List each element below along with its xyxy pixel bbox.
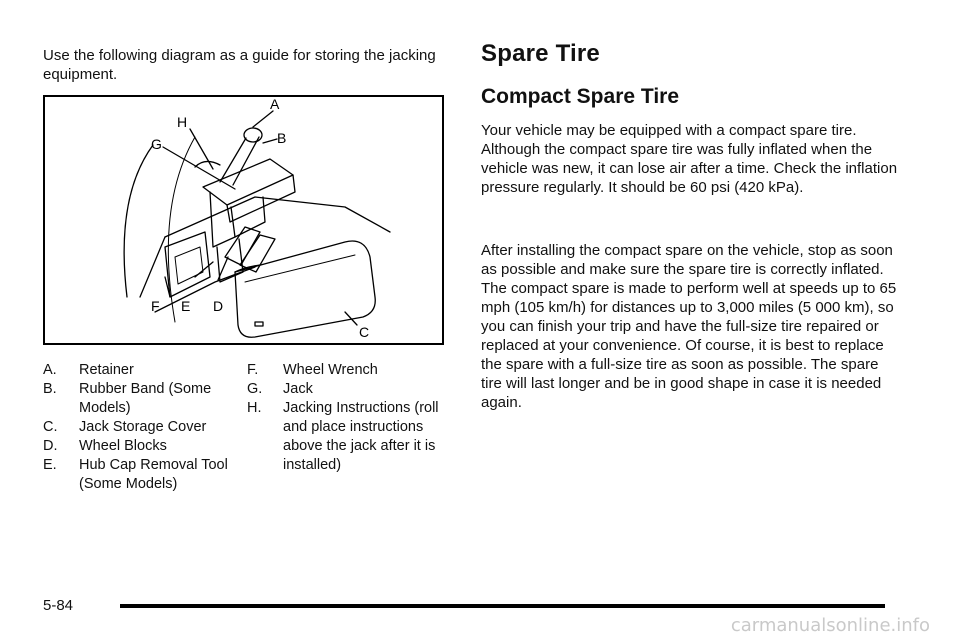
- leader-a: [253, 111, 273, 127]
- floor-edge: [165, 197, 390, 237]
- callout-c: C: [359, 324, 370, 340]
- leader-d: [218, 257, 228, 280]
- leader-b: [263, 139, 277, 143]
- callout-b: B: [277, 130, 287, 146]
- legend-item-f: F. Wheel Wrench: [247, 362, 378, 378]
- callout-e: E: [181, 298, 191, 314]
- leader-g: [163, 147, 235, 189]
- legend-item-a: A. Retainer: [43, 362, 134, 378]
- footer-rule: [120, 604, 885, 608]
- callout-a: A: [270, 97, 280, 112]
- page-number: 5-84: [43, 597, 74, 614]
- legend-item-h: H. Jacking Instructions (roll and place instructions above the jack after it is installed): [247, 400, 439, 473]
- intro-text: Use the following diagram as a guide for storing the jacking equipment.: [43, 47, 436, 83]
- legend-item-e: E. Hub Cap Removal Tool (Some Models): [43, 457, 228, 492]
- callout-g: G: [151, 136, 162, 152]
- jack-side: [227, 175, 295, 222]
- retainer-stem-2: [233, 137, 259, 185]
- retainer-knob: [244, 128, 262, 142]
- jack-body-left: [210, 192, 235, 247]
- jack-top-plate: [203, 159, 293, 205]
- legend-item-d: D. Wheel Blocks: [43, 438, 167, 454]
- diagram-illustration: [45, 97, 442, 343]
- body-paragraph-1: Your vehicle may be equipped with a compact spare tire. Although the compact spare tire was fully inflated when the vehicle was new, it can lose air after a time. Check the inflation pressure regularly. It should be 60 psi (420 kPa).: [481, 122, 898, 196]
- legend-item-b: B. Rubber Band (Some Models): [43, 381, 212, 416]
- legend-column-1: [43, 361, 238, 494]
- block-left-inner: [175, 247, 203, 284]
- subsection-title: Compact Spare Tire: [481, 85, 680, 108]
- section-title: Spare Tire: [481, 40, 600, 67]
- callout-h: H: [177, 114, 188, 130]
- legend-column-2: [247, 361, 447, 475]
- legend-item-g: G. Jack: [247, 381, 313, 397]
- body-paragraph-2: After installing the compact spare on the vehicle, stop as soon as possible and make sure the spare tire is correctly inflated. The compact spare is made to perform well at speeds up to 65 mph (105 km/h) for distances up to 3,000 miles (5 000 km), so you can finish your trip and have the full-size tire repaired or replaced at your convenience. Of course, it is best to replace the spare with a full-size tire as soon as possible. The spare tire will last longer and be in good shape in case it is needed again.: [481, 242, 897, 411]
- watermark: carmanualsonline.info: [730, 615, 930, 636]
- cover-ridge: [245, 255, 355, 282]
- retainer-stem: [220, 138, 246, 182]
- wheel-well-arc-outer: [124, 145, 153, 297]
- cover-latch: [255, 322, 263, 326]
- panel-side: [140, 237, 165, 297]
- callout-d: D: [213, 298, 224, 314]
- rubber-band: [195, 161, 220, 167]
- legend-item-c: C. Jack Storage Cover: [43, 419, 207, 435]
- callout-f: F: [151, 298, 160, 314]
- jacking-equipment-diagram: [43, 95, 444, 345]
- jack-base: [217, 239, 243, 282]
